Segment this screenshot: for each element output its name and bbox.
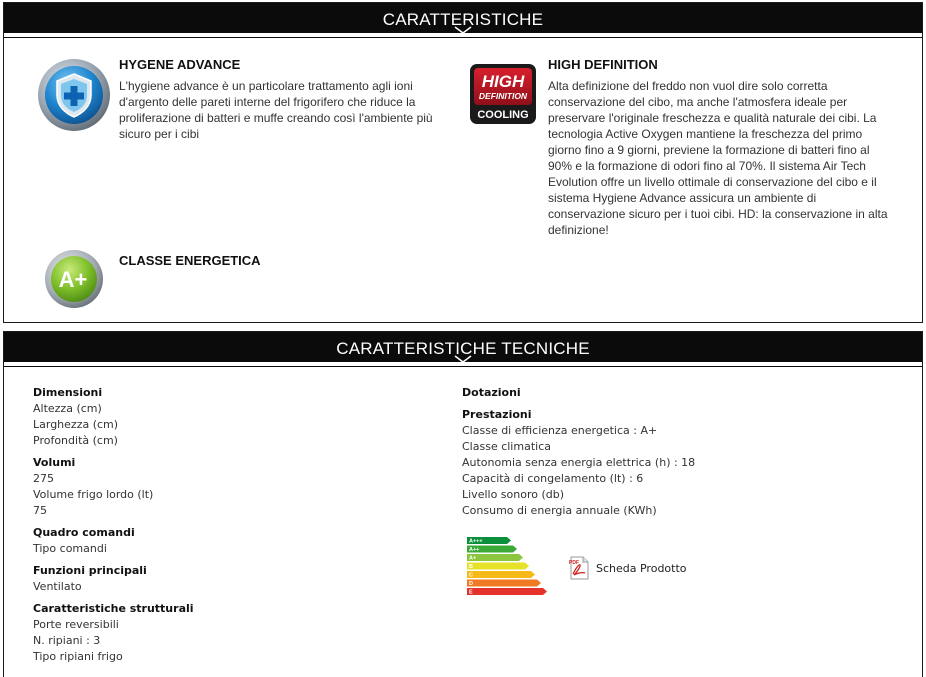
- energy-class-bar: [467, 563, 529, 571]
- spec-item: Classe climatica: [462, 440, 551, 453]
- tech-right-column: [462, 385, 902, 525]
- spec-item: Larghezza (cm): [33, 418, 119, 431]
- spec-item: 75: [33, 504, 47, 517]
- spec-item: Livello sonoro (db): [462, 488, 565, 501]
- spec-item: Volume frigo lordo (lt): [33, 488, 154, 501]
- spec-group: [462, 385, 902, 401]
- energy-class-bar: [467, 580, 541, 588]
- shield-cross-icon: [36, 57, 112, 133]
- high-definition-cooling-badge: [469, 63, 537, 125]
- scheda-prodotto-link[interactable]: [568, 556, 687, 580]
- spec-group: [33, 455, 433, 519]
- badge-line-cooling: COOLING: [477, 109, 529, 121]
- spec-item: N. ripiani : 3: [33, 634, 101, 647]
- spec-item: Autonomia senza energia elettrica (h) : 18: [462, 456, 696, 469]
- spec-group-title: Dotazioni: [462, 386, 521, 399]
- energy-class-label: A+++: [469, 538, 483, 545]
- pdf-icon-text: PDF: [569, 560, 579, 566]
- energy-class-label: C: [469, 572, 473, 579]
- spec-group-title: Quadro comandi: [33, 526, 135, 539]
- energy-class-label: B: [469, 564, 473, 570]
- spec-group-title: Funzioni principali: [33, 564, 147, 577]
- tech-left-column: [33, 385, 433, 671]
- badge-line-definition: DEFINITION: [478, 91, 528, 101]
- scheda-prodotto-label[interactable]: Scheda Prodotto: [596, 561, 687, 575]
- features-title: CARATTERISTICHE: [382, 10, 544, 29]
- tech-header: [4, 332, 922, 366]
- spec-item: Profondità (cm): [33, 434, 118, 447]
- feature-title-hygene: HYGENE ADVANCE: [119, 57, 241, 72]
- energy-badge-text: A+: [58, 267, 88, 292]
- spec-group-title: Volumi: [33, 456, 76, 469]
- feature-title-classe-energetica: CLASSE ENERGETICA: [119, 253, 261, 268]
- spec-item: Tipo ripiani frigo: [33, 650, 123, 663]
- energy-class-bar: [467, 554, 523, 562]
- tech-title: CARATTERISTICHE TECNICHE: [336, 339, 590, 358]
- feature-desc-high-definition: Alta definizione del freddo non vuol dire solo corretta conservazione del cibo, ma anche l'atmosfera ideale per preservare l'originale freschezza e qualità naturale dei cibi. La tecnologia Active Oxygen mantiene la freschezza del primo giorno fino a 9 giorni, previene la formazione di batteri fino al 90% e la formazione di odori fino al 70%. Il sistema Air Tech Evolution offre un livello ottimale di conservazione del cibo e il sistema Hygiene Advance assicura un ambiente di conservazione sicuro per i tuoi cibi. HD: la conservazione in alta definizione!: [548, 79, 888, 237]
- energy-class-bar: [467, 546, 517, 554]
- spec-item: 275: [33, 472, 54, 485]
- pdf-icon: [568, 556, 590, 580]
- spec-item: Altezza (cm): [33, 402, 102, 415]
- feature-title-high-definition: HIGH DEFINITION: [548, 57, 658, 72]
- spec-group: [33, 563, 433, 595]
- spec-item: Tipo comandi: [33, 542, 107, 555]
- spec-item: Porte reversibili: [33, 618, 119, 631]
- feature-desc-hygene: L'hygiene advance è un particolare trattamento agli ioni d'argento delle pareti interne del frigorifero che riduce la proliferazione di batteri e muffe creando così l'ambiente più sicuro per i cibi: [119, 79, 433, 141]
- energy-class-label: E: [469, 589, 473, 596]
- spec-item: Capacità di congelamento (lt) : 6: [462, 472, 644, 485]
- header-notch-icon: [454, 355, 472, 363]
- spec-item: Consumo di energia annuale (KWh): [462, 504, 657, 517]
- spec-group: [462, 407, 902, 519]
- spec-group-title: Prestazioni: [462, 408, 532, 421]
- spec-group-title: Caratteristiche strutturali: [33, 602, 194, 615]
- spec-group: [33, 525, 433, 557]
- energy-class-bar: [467, 571, 535, 579]
- header-notch-icon: [454, 26, 472, 34]
- energy-label-chart: [467, 536, 547, 598]
- spec-item: Classe di efficienza energetica : A+: [462, 424, 658, 437]
- energy-class-label: A++: [469, 547, 480, 553]
- energy-class-label: A+: [469, 555, 477, 562]
- spec-item: Ventilato: [33, 580, 82, 593]
- spec-group: [33, 601, 433, 665]
- spec-group-title: Dimensioni: [33, 386, 103, 399]
- energy-a-plus-icon: [44, 249, 104, 309]
- spec-group: [33, 385, 433, 449]
- features-header: [4, 3, 922, 37]
- energy-class-bar: [467, 588, 547, 596]
- energy-class-label: D: [469, 581, 473, 587]
- badge-line-high: HIGH: [481, 72, 525, 91]
- energy-class-bar: [467, 537, 511, 545]
